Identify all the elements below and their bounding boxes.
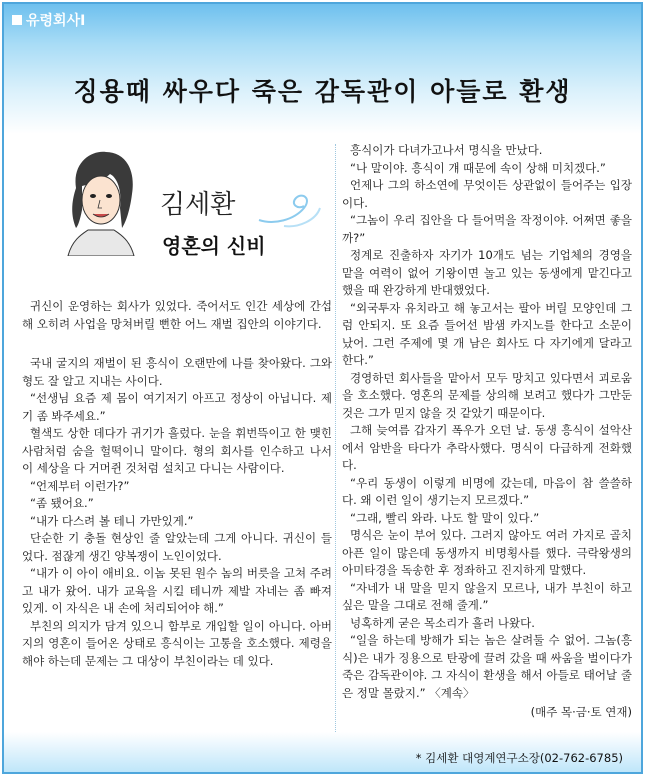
header-bar (4, 4, 641, 44)
left-paragraph: 국내 굴지의 재벌이 된 흥식이 오랜만에 나를 찾아왔다. 그와 형도 잘 알고 지내는 사이다. (22, 356, 332, 388)
left-paragraph: “선생님 요즘 제 몸이 여기저기 아프고 정상이 아닙니다. 제 기 좀 봐주세요.” (22, 391, 332, 423)
right-paragraph: 흥식이가 다녀가고나서 명식을 만났다. (350, 143, 543, 157)
right-paragraph: “그놈이 우리 집안을 다 들어먹을 작정이야. 어쩌면 좋을까?” (342, 213, 632, 245)
author-portrait-illustration (62, 148, 140, 256)
right-column (342, 142, 632, 720)
swirl-ornament-icon (254, 190, 324, 230)
right-paragraph: “자네가 내 말을 믿지 않을지 모르나, 내가 부친이 하고 싶은 말을 그대로 전해 줄게.” (342, 580, 632, 612)
author-box (22, 142, 332, 282)
left-column (22, 142, 332, 670)
left-paragraph: “내가 이 아이 애비요. 이놈 못된 원수 놈의 버릇을 고쳐 주려고 내가 왔어. 내가 교육을 시킬 테니까 제발 자네는 좀 빠져 있게. 이 자식은 내 손에 처리되어야 해.” (22, 566, 332, 615)
left-paragraph: 단순한 기 충돌 현상인 줄 알았는데 그게 아니다. 귀신이 들었다. 점잖게 생긴 양복쟁이 노인이었다. (22, 531, 332, 563)
right-paragraph: 정계로 진출하자 자기가 10개도 넘는 기업체의 경영을 맡을 여력이 없어 기왕이면 놀고 있는 동생에게 맡긴다고 했을 때 완강하게 반대했었다. (342, 248, 632, 297)
right-paragraph: 넝혹하게 굳은 목소리가 흘러 나왔다. (350, 615, 535, 630)
right-paragraph: 언제나 그의 하소연에 무엇이든 상관없이 들어주는 입장이다. (342, 178, 632, 210)
right-paragraph: “그래, 빨리 와라. 나도 할 말이 있다.” (350, 510, 540, 525)
right-paragraph: “외국투자 유치라고 해 놓고서는 팔아 버릴 모양인데 그럼 안되지. 또 요즘 들어선 밤샘 카지노를 한다고 소문이 났어. 그런 주제에 몇 개 남은 회사도 다 자기에게 달라고 한다.” (342, 300, 632, 367)
right-paragraph: “우리 동생이 이렇게 비명에 갔는데, 마음이 참 쓸쓸하다. 왜 이런 일이 생기는지 모르겠다.” (342, 475, 632, 507)
right-paragraph: “일을 하는데 방해가 되는 놈은 살려둘 수 없어. 그놈(흥식)은 내가 징용으로 탄광에 끌려 갔을 때 싸움을 벌이다가 죽은 감독관이야. 그 자식이 환생을 해서 아들로 태어날 줄은 정말 몰랐지.” 〈계속〉 (342, 633, 632, 700)
article-frame (2, 2, 643, 774)
left-paragraph: “내가 다스려 볼 테니 가만있게.” (30, 513, 194, 528)
author-contact-note: * 김세환 대영계연구소장(02-762-6785) (415, 751, 623, 765)
spacer (22, 343, 332, 355)
right-paragraph: “나 말이야. 흥식이 걔 때문에 속이 상해 미치겠다.” (350, 160, 606, 175)
section-label-text: 유령회사Ⅰ (26, 13, 86, 29)
right-paragraph: 명식은 눈이 부어 있다. 그러지 않아도 여러 가지로 골치 아픈 일이 많은데 동생까지 비명횡사를 했다. 극락왕생의 아미타경을 독송한 후 정좌하고 진지하게 말했다. (342, 528, 632, 577)
right-paragraph: 경영하던 회사들을 맡아서 모두 망치고 있다면서 괴로움을 호소했다. 영혼의 문제를 상의해 보려고 했다가 그만둔 것은 그가 믿지 않을 것 같았기 때문이다. (342, 370, 632, 420)
right-paragraph: 그해 늦여름 갑자기 폭우가 오던 날. 동생 흥식이 설악산에서 암반을 타다가 추락사했다. 명식이 다급하게 전화했다. (342, 423, 632, 472)
series-schedule-note: (매주 목·금·토 연재) (530, 705, 632, 719)
section-label (12, 10, 85, 30)
series-title: 영혼의 신비 (162, 234, 266, 258)
square-bullet-icon (12, 15, 22, 25)
headline: 징용때 싸우다 죽은 감독관이 아들로 환생 (73, 77, 572, 106)
left-paragraph: 혈색도 상한 데다가 귀기가 흘렀다. 눈을 휘번뜩이고 한 맺힌 사람처럼 숨을 헐떡이니 말이다. 형의 회사를 인수하고 나서 이 세상을 다 거머쥔 것처럼 설치고 다니는 사람이다. (22, 426, 332, 475)
left-paragraph: “언제부터 이런가?” (30, 478, 130, 493)
left-paragraph: “좀 됐어요.” (30, 496, 94, 510)
column-separator (335, 144, 336, 740)
author-name: 김세환 (160, 190, 236, 220)
intro-paragraph: 귀신이 운영하는 회사가 있었다. 죽어서도 인간 세상에 간섭해 오히려 사업을 망쳐버릴 뻔한 어느 재벌 집안의 이야기다. (22, 299, 332, 331)
left-paragraph: 부친의 의지가 담겨 있으니 함부로 개입할 일이 아니다. 아버지의 영혼이 들어온 상태로 흥식이는 고통을 호소했다. 제령을 해야 하는데 문제는 그 대상이 부친이라는 데 있다. (22, 618, 332, 668)
